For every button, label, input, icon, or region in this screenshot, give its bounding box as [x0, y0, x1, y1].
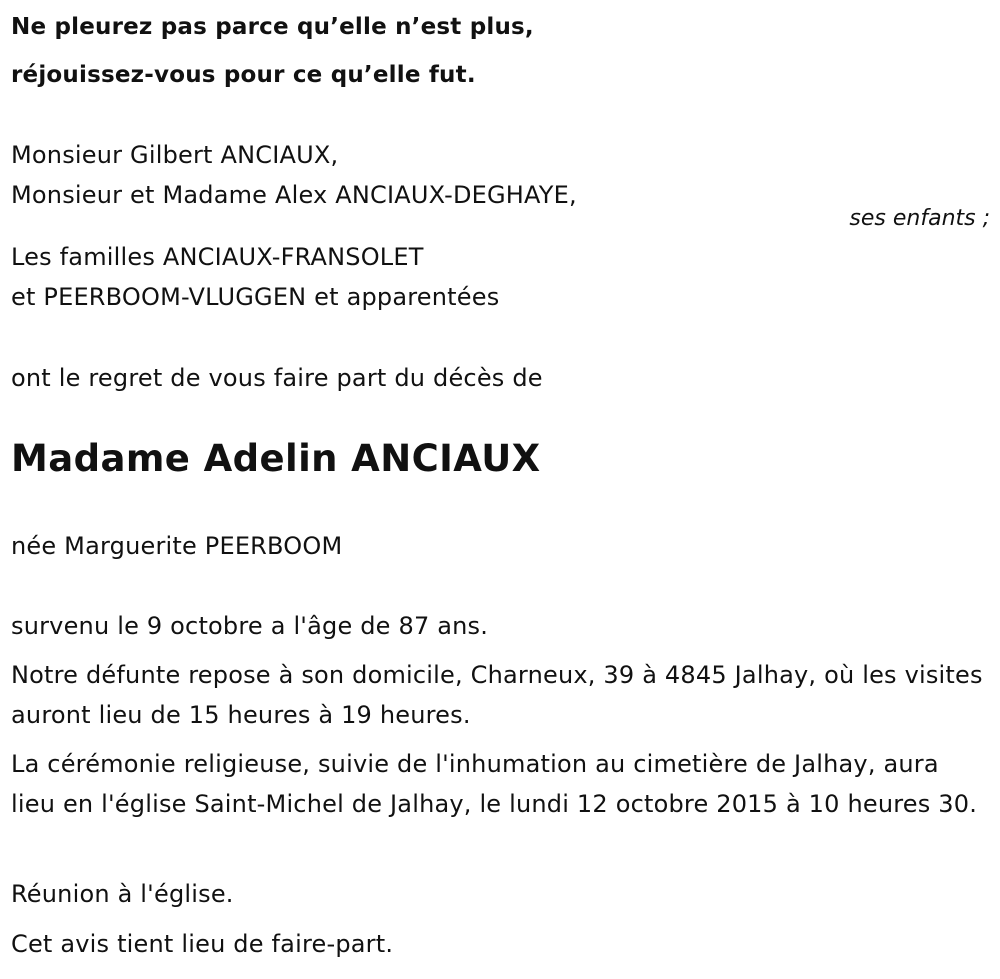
ceremony-detail: La cérémonie religieuse, suivie de l'inhumation au cimetière de Jalhay, aura lieu en l'église Saint-Michel de Jalhay, le lundi 12 octobre 2015 à 10 heures 30. — [11, 750, 978, 818]
meeting-detail: Réunion à l'église. — [11, 880, 234, 908]
child-line-1: Monsieur Gilbert ANCIAUX, — [11, 141, 339, 169]
death-detail: survenu le 9 octobre a l'âge de 87 ans. — [11, 612, 489, 640]
announcement: ont le regret de vous faire part du décès de — [11, 364, 543, 392]
rest-detail: Notre défunte repose à son domicile, Charneux, 39 à 4845 Jalhay, où les visites auront lieu de 15 heures à 19 heures. — [11, 661, 983, 729]
notice-detail: Cet avis tient lieu de faire-part. — [11, 930, 394, 958]
families-line-2: et PEERBOOM-VLUGGEN et apparentées — [11, 283, 500, 311]
quote-line-2: réjouissez-vous pour ce qu’elle fut. — [11, 62, 476, 88]
birth-name: née Marguerite PEERBOOM — [11, 532, 343, 560]
children-relation: ses enfants ; — [849, 206, 990, 231]
child-line-2: Monsieur et Madame Alex ANCIAUX-DEGHAYE, — [11, 181, 577, 209]
deceased-name: Madame Adelin ANCIAUX — [11, 437, 541, 480]
families-line-1: Les familles ANCIAUX-FRANSOLET — [11, 243, 424, 271]
quote-line-1: Ne pleurez pas parce qu’elle n’est plus, — [11, 14, 534, 40]
